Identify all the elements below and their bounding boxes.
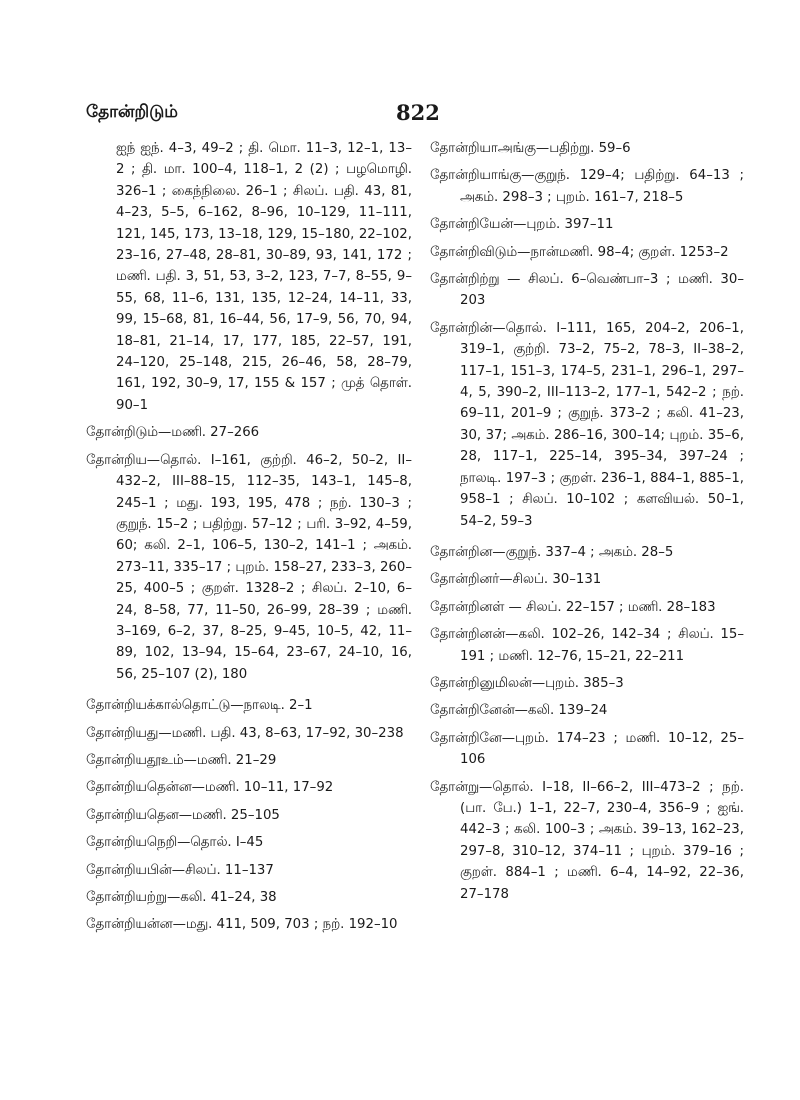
index-entry: தோன்றினர்—சிலப். 30–131 [430, 572, 602, 588]
index-entry: தோன்றியது—மணி. பதி. 43, 8–63, 17–92, 30–238 [86, 725, 404, 741]
index-entry: தோன்றியநெறி—தொல். I–45 [86, 835, 264, 851]
index-entry: தோன்றினுமிலன்—புறம். 385–3 [430, 675, 624, 691]
index-entry: தோன்றியன்ன—மது. 411, 509, 703 ; நற். 192–10 [86, 917, 398, 933]
index-entry: தோன்றிவிடும்—நான்மணி. 98–4; குறள். 1253–2 [430, 244, 729, 260]
index-entry: தோன்றிற்று — சிலப். 6–வெண்பா–3 ; மணி. 30–203 [430, 272, 744, 309]
index-entry: தோன்றியாஅங்கு—பதிற்று. 59–6 [430, 141, 631, 156]
index-entry: தோன்றியதூஉம்—மணி. 21–29 [86, 752, 277, 768]
index-entry: தோன்றினள் — சிலப். 22–157 ; மணி. 28–183 [430, 599, 716, 615]
index-entry: தோன்றிடும்—மணி. 27–266 [86, 425, 260, 441]
running-head-word: தோன்றிடும் [86, 102, 178, 122]
index-entry: தோன்றியதென—மணி. 25–105 [86, 807, 280, 823]
index-entry: தோன்றியாங்கு—குறுந். 129–4; பதிற்று. 64–13 ; அகம். 298–3 ; புறம். 161–7, 218–5 [430, 168, 744, 205]
index-entry: தோன்றியக்கால்தொட்டு—நாலடி. 2–1 [86, 698, 313, 714]
index-entry: தோன்றியேன்—புறம். 397–11 [430, 217, 614, 233]
right-column [430, 138, 744, 911]
index-entry: தோன்றின்—தொல். I–111, 165, 204–2, 206–1, 319–1, குற்றி. 73–2, 75–2, 78–3, II–38–2, 117–1, 151–3, 174–5, 231–1, 296–1, 297–4, 5, 390–2, III–113–2, 177–1, 542–2 ; நற். 69–11, 201–9 ; குறுந். 373–2 ; கலி. 41–23, 30, 37; அகம். 286–16, 300–14; புறம். 35–6, 28, 117–1, 225–14, 395–34, 397–24 ; நாலடி. 197–3 ; குறள். 236–1, 884–1, 885–1, 958–1 ; சிலப். 10–102 ; களவியல். 50–1, 54–2, 59–3 [430, 320, 744, 529]
index-entry: தோன்றியதென்ன—மணி. 10–11, 17–92 [86, 780, 334, 796]
index-entry: தோன்றினேன்—கலி. 139–24 [430, 703, 608, 719]
index-entry: தோன்றிய—தொல். I–161, குற்றி. 46–2, 50–2, II–432–2, III–88–15, 112–35, 143–1, 145–8, 245–1 ; மது. 193, 195, 478 ; நற். 130–3 ; குறுந். 15–2 ; பதிற்று. 57–12 ; பரி. 3–92, 4–59, 60; கலி. 2–1, 106–5, 130–2, 141–1 ; அகம். 273–11, 335–17 ; புறம். 158–27, 233–3, 260–25, 400–5 ; குறள். 1328–2 ; சிலப். 2–10, 6–24, 8–58, 77, 11–50, 26–99, 28–39 ; மணி. 3–169, 6–2, 37, 8–25, 9–45, 10–5, 42, 11–89, 102, 13–94, 15–64, 23–67, 24–10, 16, 56, 25–107 (2), 180 [86, 452, 412, 682]
index-entry: தோன்றினன்—கலி. 102–26, 142–34 ; சிலப். 15–191 ; மணி. 12–76, 15–21, 22–211 [430, 627, 744, 664]
page-header [86, 100, 734, 130]
index-entry: தோன்று—தொல். I–18, II–66–2, III–473–2 ; நற். (பா. பே.) 1–1, 22–7, 230–4, 356–9 ; ஐங். 442–3 ; கலி. 100–3 ; அகம். 39–13, 162–23, 297–8, 310–12, 374–11 ; புறம். 379–16 ; குறள். 884–1 ; மணி. 6–4, 14–92, 22–36, 27–178 [430, 779, 744, 902]
left-column [86, 138, 412, 942]
page-number: 822 [396, 100, 440, 125]
index-entry: தோன்றியபின்—சிலப். 11–137 [86, 862, 274, 878]
index-entry: தோன்றின—குறுந். 337–4 ; அகம். 28–5 [430, 544, 674, 560]
index-entry: தோன்றினே—புறம். 174–23 ; மணி. 10–12, 25–106 [430, 730, 744, 768]
index-entry: தோன்றியற்று—கலி. 41–24, 38 [86, 890, 277, 905]
index-entry: ஐந் ஐந். 4–3, 49–2 ; தி. மொ. 11–3, 12–1, 13–2 ; தி. மா. 100–4, 118–1, 2 (2) ; பழமொழி. 326–1 ; கைந்நிலை. 26–1 ; சிலப். பதி. 43, 81, 4–23, 5–5, 6–162, 8–96, 10–129, 11–111, 121, 145, 173, 13–18, 129, 15–180, 22–102, 23–16, 27–48, 28–81, 30–89, 93, 141, 172 ; மணி. பதி. 3, 51, 53, 3–2, 123, 7–7, 8–55, 9–55, 68, 11–6, 131, 135, 12–24, 14–11, 33, 99, 15–68, 81, 16–44, 56, 17–9, 56, 70, 94, 18–81, 21–14, 17, 177, 185, 22–57, 191, 24–120, 25–148, 215, 26–46, 58, 28–79, 161, 192, 30–9, 17, 155 & 157 ; முத் தொள். 90–1 [116, 141, 412, 413]
